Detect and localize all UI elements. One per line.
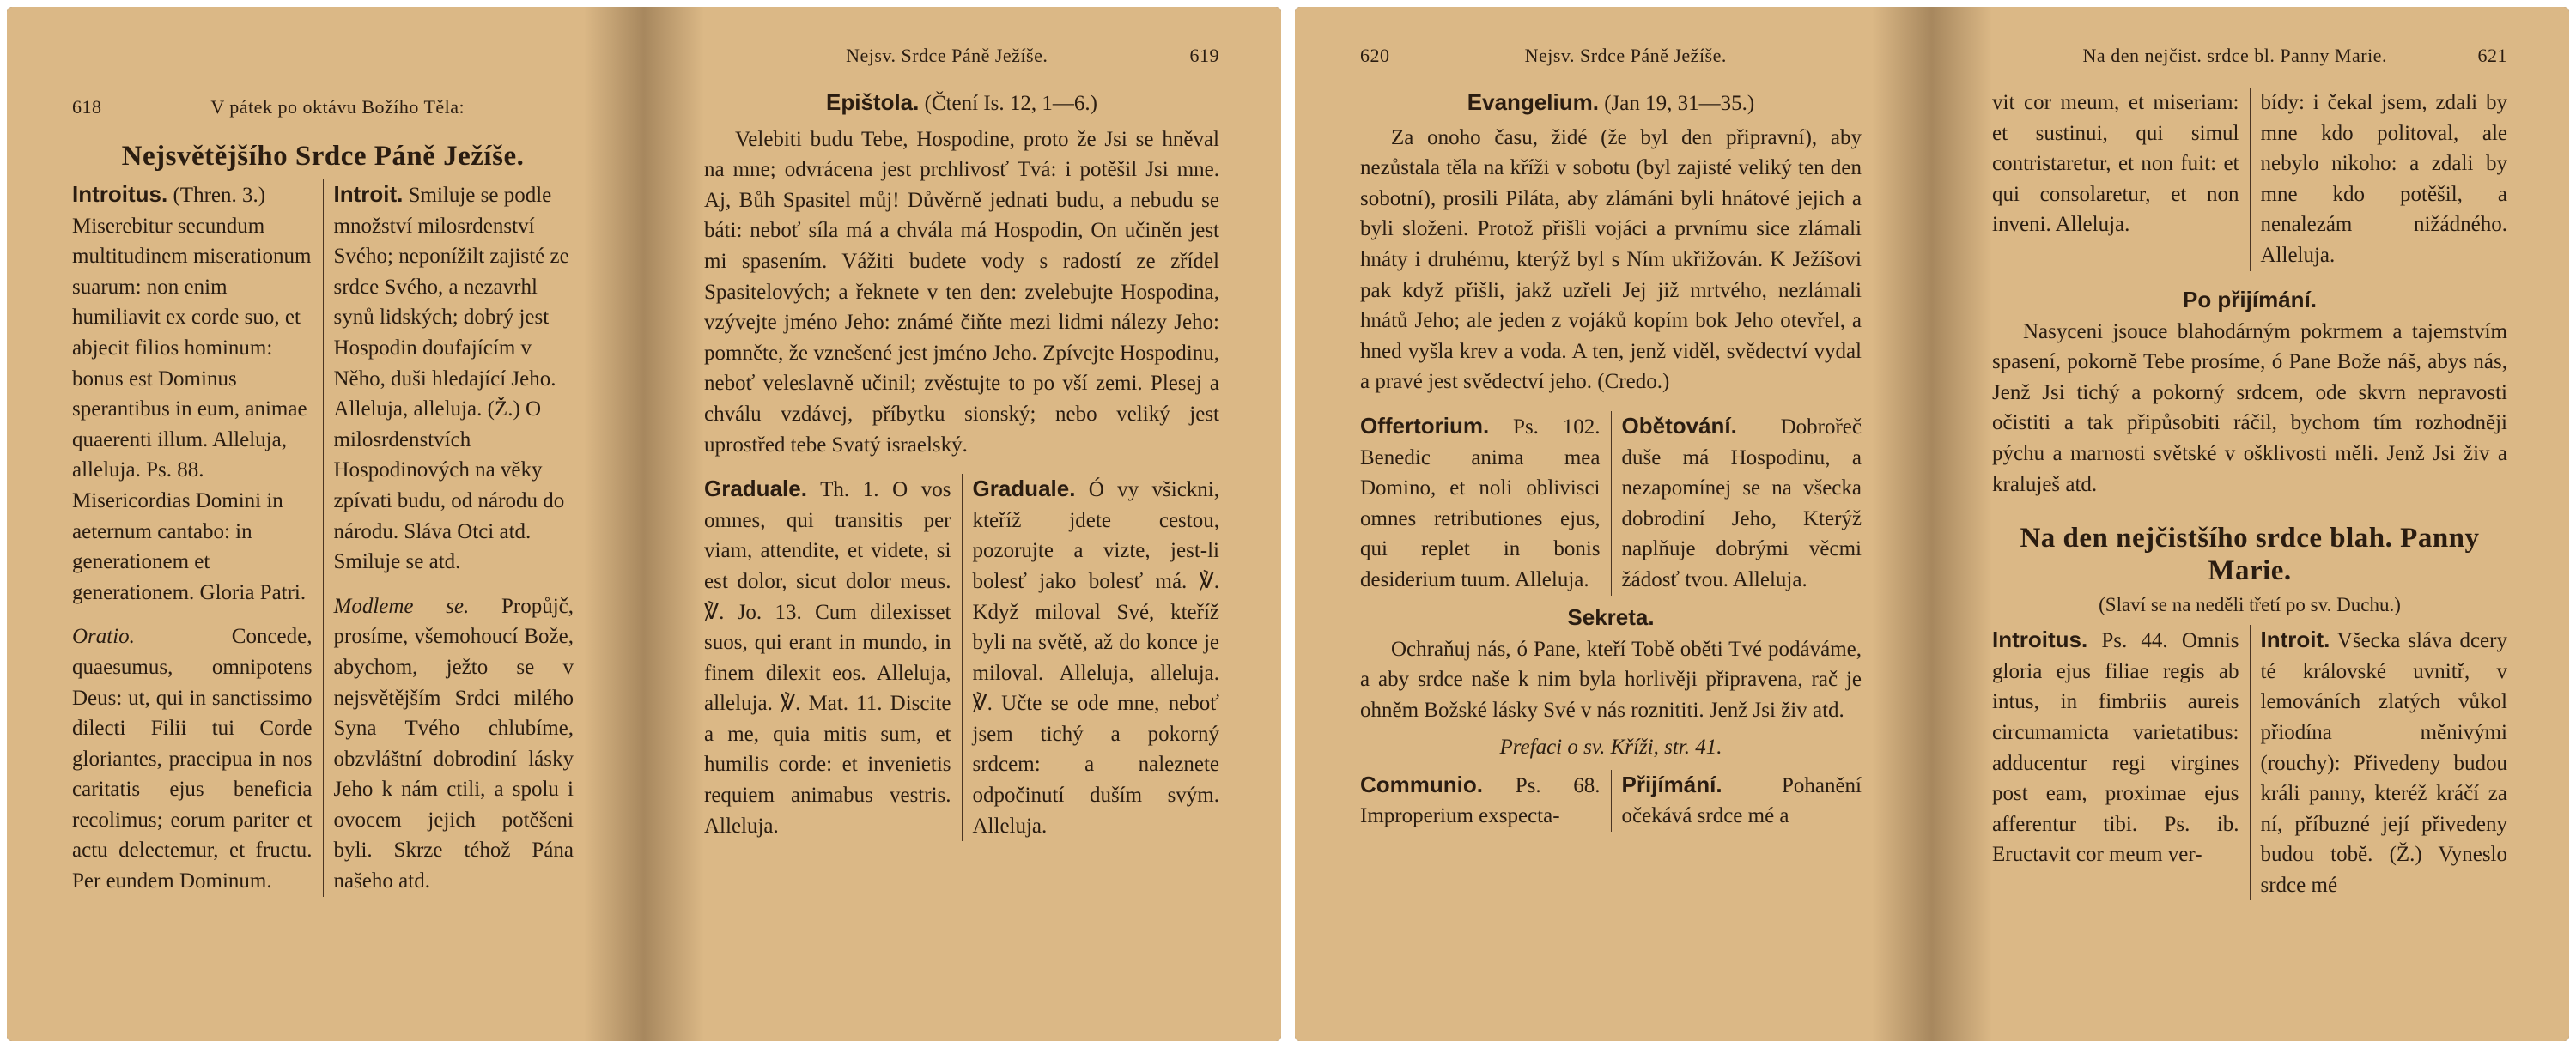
two-column-text (704, 474, 1219, 841)
introitus-latin (72, 179, 313, 608)
page-number: 619 (1189, 45, 1219, 66)
modleme-label: Modleme se. (333, 594, 470, 618)
evangelium-label: Evangelium. (1467, 89, 1599, 115)
introit-text: Všecka sláva dcery té královské uvnitř, v lemováních zlatých vůkol přiodína měnivými (rouchy): Přivedeny budou králi panny, kteréž kráčí za ní, příbuzné její přivedeny budou tobě. (Ž.) Vyneslo srdce mé (2260, 629, 2507, 897)
po-prijimani-heading: Po přijímání. (2182, 286, 2318, 312)
book-spread-2 (1295, 7, 2569, 1041)
latin-column (1360, 770, 1612, 832)
introit-czech (334, 179, 574, 578)
running-header (1360, 45, 1862, 79)
prijimani-text: Pohanění očekává srdce mé a (1621, 773, 1862, 828)
graduale-text: O vos omnes, qui transitis per viam, attendite, et videte, si est dolor, sicut dolor meus. ℣. Jo. 13. Cum dilexisset suos, qui erant in mundo, in finem dilexit eos. Alleluja, alleluja. ℣. Mat. 11. Discite a me, quia mitis sum, et humilis corde: et invenietis requiem animabus vestris. Alleluja. (704, 478, 951, 838)
two-column-text (1992, 625, 2507, 900)
po-prijimani-text: Nasyceni jsouce blahodárným pokrmem a tajemstvím spasení, pokorně Tebe prosíme, ó Pane Bože náš, abys nás, Jenž Jsi tichý a pokorný srdcem, ode skvrn nepravosti očistiti a tak připůsobiti ráčil, bychom tím rozhodněji pýchu a marnosti světské v ošklivosti měli. Jenž Jsi živ a kraluješ atd. (1992, 319, 2507, 496)
graduale-cz-label: Graduale. (972, 476, 1076, 502)
epistola-text: Velebiti budu Tebe, Hospodine, proto že Jsi se hněval na mne; odvrácena jest prchlivosť Tvá: i potěšil Jsi mne. Aj, Bůh Spasitel můj! Důvěrně jednati budu, a nebudu se báti: neboť síla má a chvála má Hospodin, On učiněn jest mi spasením. Vážiti budete vody s radostí ze zřídel Spasitelových; a řeknete v ten den: zvelebujte Hospodina, vzývejte jméno Jeho: známé čiňte mezi lidmi nálezy Jeho: pomněte, že vznešené jest jméno Jeho. Zpívejte Hospodinu, neboť veleslavně učinil; zvěstujte to po vší zemi. Plesej a chválu vzdávej, příbytku sionský; nebo veliký jest uprostřed tebe Svatý israelský. (704, 127, 1219, 457)
evangelium-heading (1360, 88, 1862, 119)
czech-column (963, 474, 1220, 841)
page-620 (1295, 7, 1932, 1041)
graduale-cz-text: Ó vy všickni, kteříž jdete cestou, pozorujte a vizte, jest-li bolesť jako bolesť má. ℣. Když miloval Své, kteříž byli na světě, až do konce je miloval. Alleluja, alleluja. ℣. Učte se ode mne, neboť jsem tichý a pokorný srdcem: a naleznete odpočinutí duším svým. Alleluja. (972, 478, 1219, 838)
prijimani-czech-cont: bídy: i čekal jsem, zdali by mne kdo politoval, ale nebylo nikoho: a zdali by mne kdo potěšil, a nenalezám nižádného. Alleluja. (2260, 91, 2507, 267)
two-column-text (1992, 88, 2507, 271)
two-column-text (1360, 770, 1862, 832)
czech-column (1612, 770, 1862, 832)
offertorium-latin (1360, 411, 1601, 596)
epistola-label: Epištola. (826, 89, 920, 115)
introit-text: Smiluje se podle množství milosrdenství Svého; neponížilt zajisté ze srdce Svého, a nezavrhl synů lidských; dobrý jest Hospodin doufajícím v Něho, duši hledající Jeho. Alleluja, alleluja. (Ž.) O milosrdenstvích Hospodinových na věky zpívati budu, od národu do národu. Sláva Otci atd. Smiluje se atd. (333, 184, 569, 574)
page-619 (644, 7, 1281, 1041)
graduale-ref: Th. 1. (820, 478, 879, 502)
introitus-text: Omnis gloria ejus filiae regis ab intus, in fimbriis aureis circumamicta varietatibus: adducentur regi virgines post eam, proximae ejus afferentur tibi. Ps. ib. Eructavit cor meum ver- (1992, 629, 2239, 867)
latin-column (1360, 411, 1612, 596)
introitus-text: Miserebitur secundum multitudinem miserationum suarum: non enim humiliavit ex corde suo, et abjecit filios hominum: bonus est Dominus sperantibus in eum, animae quaerenti illum. Alleluja, alleluja. Ps. 88. Misericordias Domini in aeternum cantabo: in generationem et generationem. Gloria Patri. (72, 214, 312, 604)
communio-latin-cont: vit cor meum, et miseriam: et sustinui, qui simul contristaretur, et non fuit: et qui consolaretur, et non inveni. Alleluja. (1992, 91, 2239, 237)
graduale-label: Graduale. (704, 476, 807, 502)
epistola-ref: (Čtení Is. 12, 1—6.) (924, 92, 1097, 115)
prijimani-label: Přijímání. (1621, 771, 1722, 797)
czech-column (2251, 625, 2508, 900)
communio-label: Communio. (1360, 771, 1483, 797)
header-title: Nejsv. Srdce Páně Ježíše. (846, 45, 1048, 66)
sekreta-heading: Sekreta. (1567, 603, 1655, 630)
running-header (704, 45, 1219, 79)
introit-label: Introit. (2260, 627, 2330, 653)
sekreta-text: Ochraňuj nás, ó Pane, kteří Tobě oběti Tvé podáváme, a aby srdce naše k nim byla horlivěji připravena, rač je ohněm Božské lásky Své v nás roznititi. Jenž Jsi živ atd. (1360, 637, 1862, 722)
obetovani-czech (1622, 411, 1862, 596)
evangelium-ref: (Jan 19, 31—35.) (1604, 92, 1755, 115)
evangelium-text: Za onoho času, židé (že byl den připravní), aby nezůstala těla na kříži v sobotu (byl zajisté veliký ten den sobotní), prosili Piláta, aby zlámáni byli hnátové jejich a byli složeni. Protož přišli vojáci a prvnímu sice zlámali hnáty i druhému, kterýž byl s Ním ukřižován. K Ježíšovi pak když přišli, jakž uzřeli Jej již mrtvého, nezlámali hnátů Jeho; ale jeden z vojáků kopím bok Jeho otevřel, a hned vyšla krev a voda. A ten, jenž viděl, svědectví vydal a pravé jest svědectví jeho. (Credo.) (1360, 125, 1862, 394)
prefaci-note: Prefaci o sv. Kříži, str. 41. (1499, 736, 1722, 760)
page-618 (7, 7, 644, 1041)
page-number: 620 (1360, 45, 1390, 66)
czech-column (1612, 411, 1862, 596)
communio-text: Improperium exspecta- (1360, 804, 1560, 828)
modleme-czech (334, 591, 574, 897)
epistola-block (704, 88, 1219, 119)
communio-ref: Ps. 68. (1515, 773, 1601, 797)
obetovani-text: Dobrořeč duše má Hospodinu, a nezapomínej se na všecka dobrodiní Jeho, Kterýž naplňuje dobrými věcmi žádosť tvou. Alleluja. (1621, 415, 1862, 591)
introit-label: Introit. (333, 181, 404, 207)
section-title: Nejsvětějšího Srdce Páně Ježíše. (121, 141, 525, 172)
page-number: 618 (72, 96, 102, 118)
latin-column (1992, 625, 2251, 900)
latin-column (72, 179, 324, 897)
introitus-ref: Ps. 44. (2101, 629, 2168, 653)
feast-subtitle: (Slaví se na neděli třetí po sv. Duchu.) (2099, 594, 2401, 616)
introitus-ref: (Thren. 3.) (173, 184, 266, 207)
page-number: 621 (2477, 45, 2507, 66)
latin-column (1992, 88, 2251, 271)
header-title: Nejsv. Srdce Páně Ježíše. (1524, 45, 1727, 66)
header-title: V pátek po oktávu Božího Těla: (210, 96, 465, 118)
communio-latin (1360, 770, 1601, 832)
offertorium-text: Benedic anima mea Domino, et noli oblivisci omnes retributiones ejus, qui replet in bonis desiderium tuum. Alleluja. (1360, 445, 1601, 591)
two-column-text (1360, 411, 1862, 596)
two-column-text (72, 179, 574, 897)
book-spread-1 (7, 7, 1281, 1041)
introitus-latin (1992, 625, 2239, 870)
running-header (72, 45, 574, 118)
obetovani-label: Obětování. (1621, 412, 1737, 439)
oratio-label: Oratio. (72, 625, 135, 649)
introitus-label: Introitus. (1992, 627, 2088, 653)
czech-column (2251, 88, 2508, 271)
introitus-label: Introitus. (72, 181, 168, 207)
latin-column (704, 474, 963, 841)
page-621 (1932, 7, 2569, 1041)
introit-czech (2261, 625, 2508, 900)
offertorium-ref: Ps. 102. (1513, 415, 1601, 439)
feast-title: Na den nejčistšího srdce blah. Panny Marie. (2020, 523, 2480, 587)
oratio-text: Concede, quaesumus, omnipotens Deus: ut, qui in sanctissimo dilecti Filii tui Corde gloriantes, praecipua in nos caritatis ejus beneficia recolimus; eorum pariter et actu delectemur, et fructu. Per eundem Dominum. (72, 625, 313, 894)
graduale-latin (704, 474, 951, 841)
graduale-czech (973, 474, 1220, 841)
header-title: Na den nejčist. srdce bl. Panny Marie. (2082, 45, 2387, 66)
offertorium-label: Offertorium. (1360, 412, 1490, 439)
oratio-latin (72, 621, 313, 896)
running-header (1992, 45, 2507, 79)
modleme-text: Propůjč, prosíme, všemohoucí Bože, abychom, ježto se v nejsvětějším Srdci milého Syna Tvého chlubíme, obzvláštní dobrodiní lásky Jeho k nám ctili, a spolu i ovocem jejich potěšeni byli. Skrze téhož Pána našeho atd. (333, 594, 574, 894)
czech-column (324, 179, 574, 897)
prijimani-czech (1622, 770, 1862, 832)
